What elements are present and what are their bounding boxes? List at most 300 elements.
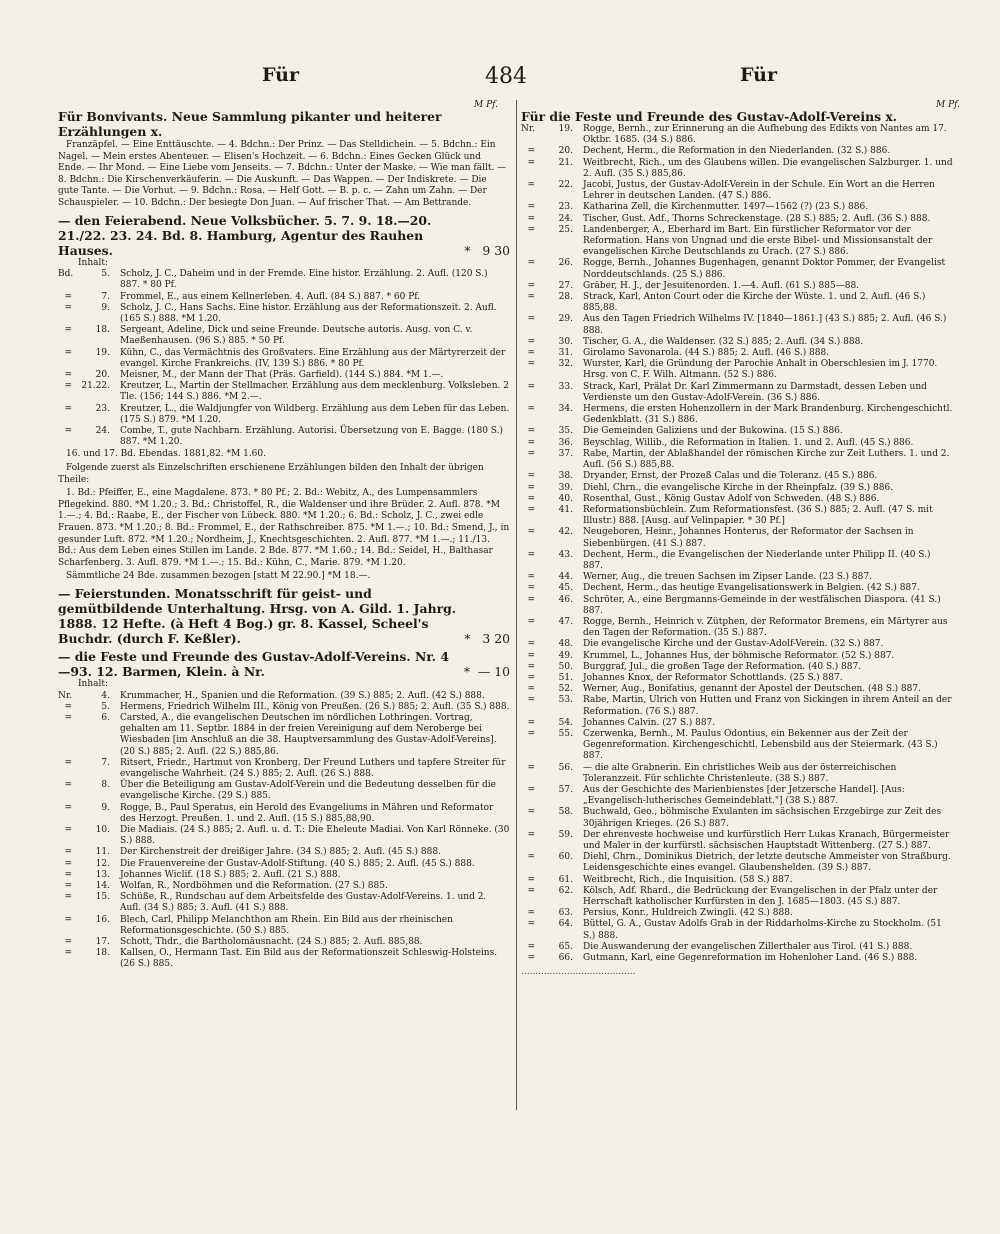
item-number: 20. [95, 369, 110, 380]
list-item [58, 269, 510, 291]
list-item [58, 847, 510, 858]
running-head-right: Für [740, 64, 777, 86]
item-number: 18. [95, 948, 110, 959]
list-item [521, 718, 953, 729]
contents-label: Inhalt: [78, 257, 109, 268]
item-text: Rogge, Bernh., zur Erinnerung an die Aufhebung des Edikts von Nantes am 17. Oktbr. 1685. (34 S.) 886. [583, 124, 947, 146]
item-number: 50. [558, 661, 573, 672]
item-text: Neugeboren, Heinr., Johannes Honterus, der Reformator der Sachsen in Siebenbürgen. (41 S.) 887. [583, 527, 914, 549]
item-number: 33. [558, 381, 573, 392]
list-item [521, 180, 953, 202]
item-number: 39. [558, 482, 573, 493]
list-item [58, 370, 510, 381]
list-item [521, 337, 953, 348]
item-text: Persius, Konr., Huldreich Zwingli. (42 S.) 888. [583, 908, 793, 919]
item-number: 60. [558, 852, 573, 863]
entry-heading [58, 586, 510, 646]
item-number: 58. [558, 807, 573, 818]
list-item [58, 348, 510, 370]
list-item [521, 953, 953, 964]
item-text: Aus der Geschichte des Marienbienstes [der Jetzersche Handel]. [Aus: „Evangelisch-lutherisches Gemeindeblatt."] (38 S.) 887. [583, 784, 905, 807]
item-number: 9. [101, 302, 110, 313]
list-item [58, 691, 510, 702]
item-number: 18. [95, 325, 110, 336]
item-text: Scholz, J. C., Daheim und in der Fremde. Eine histor. Erzählung. 2. Aufl. (120 S.) 887. * 80 Pf. [120, 269, 488, 291]
item-mark: = [64, 426, 72, 436]
list-item [521, 942, 953, 953]
item-number: 48. [558, 639, 573, 650]
item-text: Wolfan, R., Nordböhmen und die Reformation. (27 S.) 885. [120, 880, 388, 891]
item-mark: = [527, 616, 535, 627]
item-mark: = [64, 712, 72, 723]
list-item [58, 404, 510, 426]
item-mark: = [527, 224, 535, 235]
entry-note: Sämmtliche 24 Bde. zusammen bezogen [statt M 22.90.] *M 18.—. [66, 571, 371, 582]
item-mark: = [527, 762, 535, 773]
item-mark: Nr. [58, 690, 73, 701]
item-mark: = [527, 146, 535, 157]
item-text: Rosenthal, Gust., König Gustav Adolf von Schweden. (48 S.) 886. [583, 493, 880, 504]
item-text: Buchwald, Geo., böhmische Exulanten im sächsischen Erzgebirge zur Zeit des 30jährigen Krieges. (26 S.) 887. [583, 807, 942, 829]
item-text: Kreutzer, L., Martin der Stellmacher. Erzählung aus dem mecklenburg. Volksleben. 2 Tle. (156; 144 S.) 886. *M 2.—. [120, 381, 509, 403]
item-text: Gutmann, Karl, eine Gegenreformation im Hohenloher Land. (46 S.) 888. [583, 953, 918, 964]
list-item [521, 483, 953, 494]
item-number: 5. [101, 269, 110, 280]
item-number: 40. [558, 493, 573, 504]
item-text: Die Madiais. (24 S.) 885; 2. Aufl. u. d. T.: Die Eheleute Madiai. Von Karl Rönneke. (30 S.) 888. [120, 824, 510, 847]
list-item [521, 404, 953, 426]
item-number: 8. [101, 780, 110, 791]
item-mark: = [64, 757, 72, 768]
list-item [521, 124, 953, 146]
item-mark: = [527, 953, 535, 964]
page-number: 484 [485, 64, 527, 89]
item-number: 31. [558, 348, 573, 359]
item-mark: = [527, 404, 535, 415]
item-number: 10. [95, 824, 110, 835]
list-item [521, 214, 953, 225]
list-item [58, 803, 510, 825]
item-mark: = [527, 717, 535, 728]
item-text: Aus den Tagen Friedrich Wilhelms IV. [1840—1861.] (43 S.) 885; 2. Aufl. (46 S.) 888. [583, 314, 947, 336]
item-number: 6. [101, 712, 110, 723]
item-text: Combe, T., gute Nachbarn. Erzählung. Autorisi. Übersetzung von E. Bagge. (180 S.) 887. *M 1.20. [120, 426, 504, 448]
item-mark: = [527, 807, 535, 818]
list-item [521, 807, 953, 829]
list-item [58, 948, 510, 970]
item-text: Dechent, Herm., das heutige Evangelisationswerk in Belgien. (42 S.) 887. [583, 583, 920, 594]
list-item [521, 852, 953, 874]
item-text: Johannes Wiclif. (18 S.) 885; 2. Aufl. (21 S.) 888. [120, 869, 341, 880]
list-item [521, 617, 953, 639]
list-item [58, 303, 510, 325]
item-mark: = [527, 493, 535, 504]
currency-header-left: M Pf. [474, 100, 499, 110]
item-text: Die evangelische Kirche und der Gustav-Adolf-Verein. (32 S.) 887. [583, 639, 884, 650]
list-item [521, 662, 953, 673]
item-mark: = [527, 157, 535, 168]
item-mark: = [527, 919, 535, 930]
entry-contents-note: Franzäpfel. — Eine Enttäuschte. — 4. Bdchn.: Der Prinz. — Das Stelldichein. — 5. Bdchn.: Ein Nagel. — Mein erstes Abenteuer. — Elisen's Hochzeit. — 6. Bdchn.: Eines Gecken Glück und Ende. — Ihr Mond. — Eine Liebe vom Jenseits. — 7. Bdchn.: Unter der Maske. — Wie man fällt. — 8. Bdchn.: Die Kirschenverkäuferin. — Die Auskunft. — Das Wappen. — Der Indiskrete. — Die gute Tante. — Die Vorhut. — 9. Bdchn.: Rosa. — Helf Gott. — B. p. c. — Zahn um Zahn. — Der Schauspieler. — 10. Bdchn.: Der besiegte Don Juan. — Auf frischer That. — Am Bettrande. [58, 140, 507, 208]
item-text: Dechent, Herm., die Evangelischen der Niederlande unter Philipp II. (40 S.) 887. [583, 549, 931, 571]
item-text: Diehl, Chrn., die evangelische Kirche in der Rheinpfalz. (39 S.) 886. [583, 482, 894, 493]
list-item [521, 281, 953, 292]
item-text: — die alte Grabnerin. Ein christliches Weib aus der österreichischen Toleranzzeit. Für schlichte Christenleute. (38 S.) 887. [583, 762, 897, 784]
item-text: Hermens, die ersten Hohenzollern in der Mark Brandenburg. Kirchengeschichtl. Gedenkblatt. (31 S.) 886. [583, 404, 953, 426]
entry-price: * 9 30 [464, 242, 510, 258]
item-text: Schüße, R., Rundschau auf dem Arbeitsfelde des Gustav-Adolf-Vereins. 1. und 2. Aufl. (34 S.) 885; 3. Aufl. (41 S.) 888. [120, 892, 487, 914]
item-number: 30. [558, 336, 573, 347]
entry-title: — die Feste und Freunde des Gustav-Adolf-Vereins. Nr. 4—93. 12. Barmen, Klein. à Nr. [58, 648, 449, 679]
item-number: 57. [558, 784, 573, 795]
item-number: 22. [558, 180, 573, 191]
item-number: 49. [558, 650, 573, 661]
item-mark: = [527, 381, 535, 392]
list-item [521, 471, 953, 482]
item-number: 16. [95, 914, 110, 925]
list-item [58, 937, 510, 948]
item-text: Meisner, M., der Mann der That (Präs. Garfield). (144 S.) 884. *M 1.—. [120, 369, 444, 380]
item-text: Krummel, L., Johannes Hus, der böhmische Reformator. (52 S.) 887. [583, 650, 895, 661]
list-item [521, 673, 953, 684]
item-number: 21.22. [81, 381, 110, 392]
item-number: 23. [95, 403, 110, 414]
item-number: 34. [558, 404, 573, 415]
item-mark: = [64, 780, 72, 791]
item-number: 46. [558, 594, 573, 605]
item-mark: = [527, 258, 535, 269]
entry-heading [58, 213, 510, 258]
item-mark: = [64, 302, 72, 313]
item-mark: = [64, 802, 72, 813]
item-mark: = [64, 824, 72, 835]
list-item [521, 695, 953, 717]
item-mark: = [527, 594, 535, 605]
entry-note: 16. und 17. Bd. Ebendas. 1881,82. *M 1.60. [66, 449, 266, 460]
list-item [58, 292, 510, 303]
item-number: 14. [95, 880, 110, 891]
entry-title: — den Feierabend. Neue Volksbücher. 5. 7. 9. 18.—20. 21./22. 23. 24. Bd. 8. Hamburg, Agentur des Rauhen Hauses. [58, 212, 432, 258]
item-mark: = [527, 426, 535, 437]
item-number: 32. [558, 359, 573, 370]
item-text: Beyschlag, Willib., die Reformation in Italien. 1. und 2. Aufl. (45 S.) 886. [583, 437, 914, 448]
item-text: Scholz, J. C., Hans Sachs. Eine histor. Erzählung aus der Reformationszeit. 2. Aufl. (165 S.) 888. *M 1.20. [120, 302, 497, 324]
list-item [58, 325, 510, 347]
item-mark: = [64, 869, 72, 880]
list-item [521, 449, 953, 471]
item-number: 41. [558, 504, 573, 515]
left-column [58, 106, 510, 971]
list-item [58, 881, 510, 892]
item-text: Über die Beteiligung am Gustav-Adolf-Verein und die Bedeutung desselben für die evangelische Kirche. (29 S.) 885. [120, 780, 496, 802]
item-number: 29. [558, 314, 573, 325]
item-mark: Nr. [521, 124, 536, 134]
item-text: Wurster, Karl, die Gründung der Parochie Anhalt in Oberschlesien im J. 1770. Hrsg. von C. F. Wilh. Altmann. (52 S.) 886. [583, 359, 938, 381]
list-item [521, 158, 953, 180]
currency-header-right: M Pf. [936, 100, 961, 110]
item-text: Katharina Zell, die Kirchenmutter. 1497—1562 (?) (23 S.) 886. [583, 202, 869, 213]
item-text: Die Auswanderung der evangelischen Zillerthaler aus Tirol. (41 S.) 888. [583, 941, 913, 952]
list-item [521, 875, 953, 886]
item-text: Hermens, Friedrich Wilhelm III., König von Preußen. (26 S.) 885; 2. Aufl. (35 S.) 888. [120, 701, 510, 712]
item-number: 27. [558, 280, 573, 291]
item-mark: = [527, 650, 535, 661]
list-item [521, 583, 953, 594]
list-item [58, 702, 510, 713]
item-text: Büttel, G. A., Gustav Adolfs Grab in der Riddarholms-Kirche zu Stockholm. (51 S.) 888. [583, 919, 942, 941]
item-text: Girolamo Savonarola. (44 S.) 885; 2. Aufl. (46 S.) 888. [583, 348, 830, 359]
item-number: 54. [558, 717, 573, 728]
item-mark: = [527, 314, 535, 325]
item-mark: = [527, 784, 535, 795]
entry-note: 1. Bd.: Pfeiffer, E., eine Magdalene. 873. * 80 Pf.; 2. Bd.: Webitz, A., des Lumpensammlers Pflegekind. 880. *M 1.20.; 3. Bd.: Christoffel, R., die Waldenser und ihre Brüder. 2. Aufl. 878. *M 1.—.; 4. Bd.: Raabe, E., der Fischer von Lübeck. 880. *M 1.20.; 6. Bd.: Scholz, J. C., zwei edle Frauen. 873. *M 1.20.; 8. Bd.: Frommel, E., der Rathschreiber. 875. *M 1.—.; 10. Bd.: Smend, J., in gesunder Luft. 872. *M 1.20.; Nordheim, J., Knechtsgeschichten. 2. Aufl. 877. *M 1.—.; 11./13. Bd.: Aus dem Leben eines Stillen im Lande. 2 Bde. 877. *M 1.60.; 14. Bd.: Seidel, H., Balthasar Scharfenberg. 3. Aufl. 879. *M 1.—.; 15. Bd.: Kühn, C., Marie. 879. *M 1.20. [58, 488, 510, 568]
list-item [521, 438, 953, 449]
item-number: 52. [558, 684, 573, 695]
entry-note: Folgende zuerst als Einzelschriften erschienene Erzählungen bilden den Inhalt der übrigen Theile: [58, 463, 484, 485]
list-item [58, 381, 510, 403]
entry-heading: Für die Feste und Freunde des Gustav-Adolf-Vereins x. [521, 109, 898, 124]
item-number: 25. [558, 224, 573, 235]
item-text: Burggraf, Jul., die großen Tage der Reformation. (40 S.) 887. [583, 661, 862, 672]
list-item [521, 550, 953, 572]
list-item [521, 202, 953, 213]
list-item [521, 426, 953, 437]
item-mark: = [527, 549, 535, 560]
list-item [58, 892, 510, 914]
item-number: 37. [558, 448, 573, 459]
item-mark: = [64, 892, 72, 903]
item-number: 21. [558, 157, 573, 168]
list-item [58, 780, 510, 802]
item-text: Dryander, Ernst, der Prozeß Calas und die Toleranz. (45 S.) 886. [583, 471, 878, 482]
item-mark: = [64, 858, 72, 869]
item-mark: = [64, 369, 72, 380]
entry-heading: Für Bonvivants. Neue Sammlung pikanter und heiterer Erzählungen x. [58, 109, 442, 139]
item-text: Landenberger, A., Eberhard im Bart. Ein fürstlicher Reformator vor der Reformation. Hans von Ungnad und die erste Bibel- und Missionsanstalt der evangelischen Kirche Deutschlands zu Urach. (27 S.) 886. [583, 224, 933, 258]
item-number: 55. [558, 728, 573, 739]
item-text: Jacobi, Justus, der Gustav-Adolf-Verein in der Schule. Ein Wort an die Herren Lehrer in deutschen Landen. (47 S.) 886. [583, 180, 935, 202]
list-item [521, 348, 953, 359]
item-number: 66. [558, 953, 573, 964]
running-head-left: Für [262, 64, 299, 86]
item-number: 24. [558, 213, 573, 224]
item-text: Schott, Thdr., die Bartholomäusnacht. (24 S.) 885; 2. Aufl. 885,88. [120, 937, 423, 947]
item-number: 12. [95, 858, 110, 869]
item-text: Kallsen, O., Hermann Tast. Ein Bild aus der Reformationszeit Schleswig-Holsteins. (26 S.) 885. [120, 948, 498, 970]
item-number: 51. [558, 672, 573, 683]
item-text: Tischer, Gust. Adf., Thorns Schreckenstage. (28 S.) 885; 2. Aufl. (36 S.) 888. [583, 213, 931, 224]
item-number: 56. [558, 762, 573, 773]
list-item [521, 919, 953, 941]
item-mark: = [64, 847, 72, 858]
item-text: Ritsert, Friedr., Hartmut von Kronberg. Der Freund Luthers und tapfere Streiter für evangelische Wahrheit. (24 S.) 885; 2. Aufl. (26 S.) 888. [120, 757, 506, 779]
item-number: 4. [101, 690, 110, 701]
item-text: Reformationsbüchlein. Zum Reformationsfest. (36 S.) 885; 2. Aufl. (47 S. mit Illustr.) 888. [Ausg. auf Velinpapier. * 30 Pf.] [583, 504, 933, 527]
item-mark: = [527, 672, 535, 683]
item-text: Johannes Knox, der Reformator Schottlands. (25 S.) 887. [583, 672, 843, 683]
item-mark: = [527, 852, 535, 863]
item-mark: = [64, 291, 72, 302]
item-mark: = [64, 880, 72, 891]
item-mark: = [527, 885, 535, 896]
item-number: 53. [558, 695, 573, 706]
list-item [521, 785, 953, 807]
item-text: Strack, Karl, Anton Court oder die Kirche der Wüste. 1. und 2. Aufl. (46 S.) 885,88. [583, 292, 926, 314]
item-number: 62. [558, 885, 573, 896]
item-mark: = [527, 695, 535, 706]
entry-title: — Feierstunden. Monatsschrift für geist- und gemütbildende Unterhaltung. Hrsg. von A. Gild. 1. Jahrg. 1888. 12 Hefte. (à Heft 4 Bog.) gr. 8. Kassel, Scheel's Buchdr. (durch F. Keßler). [58, 585, 457, 646]
item-mark: = [527, 202, 535, 213]
list-item [58, 825, 510, 847]
item-text: Carsted, A., die evangelischen Deutschen im nördlichen Lothringen. Vortrag, gehalten am 11. Septbr. 1884 in der freien Vereinigung auf dem Neroberge bei Wiesbaden [im Anschluß an die 38. Hauptversammlung des Gustav-Adolf-Vereins]. (20 S.) 885; 2. Aufl. (22 S.) 885,86. [120, 712, 497, 757]
item-mark: = [64, 325, 72, 336]
item-mark: = [527, 527, 535, 538]
item-number: 42. [558, 527, 573, 538]
item-number: 63. [558, 908, 573, 919]
item-number: 17. [95, 937, 110, 947]
item-number: 61. [558, 874, 573, 885]
list-item [521, 527, 953, 549]
item-number: 19. [95, 347, 110, 358]
item-text: Johannes Calvin. (27 S.) 887. [583, 717, 716, 728]
item-number: 9. [101, 802, 110, 813]
item-mark: = [527, 941, 535, 952]
list-item [521, 382, 953, 404]
list-item [521, 505, 953, 527]
list-item [521, 494, 953, 505]
item-mark: = [527, 482, 535, 493]
item-number: 26. [558, 258, 573, 269]
item-text: Die Gemeinden Galiziens und der Bukowina. (15 S.) 886. [583, 426, 843, 437]
item-text: Blech, Carl, Philipp Melanchthon am Rhein. Ein Bild aus der rheinischen Reformationsgeschichte. (50 S.) 885. [120, 914, 453, 936]
item-number: 7. [101, 291, 110, 302]
item-mark: = [527, 180, 535, 191]
item-mark: = [527, 684, 535, 695]
item-mark: = [527, 292, 535, 303]
item-number: 65. [558, 941, 573, 952]
item-text: Gräber, H. J., der Jesuitenorden. 1.—4. Aufl. (61 S.) 885—88. [583, 280, 860, 291]
item-number: 43. [558, 549, 573, 560]
item-mark: = [527, 908, 535, 919]
item-mark: = [527, 280, 535, 291]
entry-heading [58, 649, 510, 679]
item-mark: = [527, 728, 535, 739]
item-text: Kühn, C., das Vermächtnis des Großvaters. Eine Erzählung aus der Märtyrerzeit der evangel. Kirche Frankreichs. (IV, 139 S.) 886. * 80 Pf. [120, 347, 506, 369]
item-text: Tischer, G. A., die Waldenser. (32 S.) 885; 2. Aufl. (34 S.) 888. [583, 336, 864, 347]
item-mark: = [527, 348, 535, 359]
item-number: 38. [558, 471, 573, 482]
list-item [521, 359, 953, 381]
list-item [521, 886, 953, 908]
item-mark: = [64, 381, 72, 392]
list-item [521, 314, 953, 336]
item-mark: = [64, 403, 72, 414]
list-item [58, 870, 510, 881]
item-mark: = [64, 701, 72, 712]
item-text: Dechent, Herm., die Reformation in den Niederlanden. (32 S.) 886. [583, 146, 891, 157]
list-item [521, 292, 953, 314]
entry-price: * — 10 [463, 663, 510, 679]
item-text: Kreutzer, L., die Waldjungfer von Wildberg. Erzählung aus dem Leben für das Leben. (175 S.) 879. *M 1.20. [120, 403, 510, 425]
item-mark: Bd. [58, 269, 74, 280]
item-mark: = [64, 948, 72, 959]
column-end-dots: ........................................ [521, 967, 636, 978]
entry-price: * 3 20 [464, 630, 510, 646]
list-item [58, 426, 510, 448]
item-mark: = [64, 347, 72, 358]
item-mark: = [527, 213, 535, 224]
item-mark: = [527, 471, 535, 482]
item-mark: = [64, 937, 72, 947]
list-item [521, 763, 953, 785]
list-item [521, 595, 953, 617]
item-mark: = [527, 359, 535, 370]
list-item [521, 908, 953, 919]
item-mark: = [527, 504, 535, 515]
list-item [58, 915, 510, 937]
item-text: Weitbrecht, Rich., um des Glaubens willen. Die evangelischen Salzburger. 1. und 2. Aufl. (35 S.) 885,86. [583, 157, 953, 179]
list-item [58, 713, 510, 758]
item-number: 44. [558, 572, 573, 583]
item-text: Der Kirchenstreit der dreißiger Jahre. (34 S.) 885; 2. Aufl. (45 S.) 888. [120, 847, 441, 858]
issue-list [58, 691, 510, 971]
item-number: 19. [558, 124, 573, 134]
right-column [521, 106, 953, 977]
column-divider [516, 100, 517, 1110]
item-mark: = [527, 661, 535, 672]
item-mark: = [527, 437, 535, 448]
item-number: 15. [95, 892, 110, 903]
list-item [521, 639, 953, 650]
item-text: Strack, Karl, Prälat Dr. Karl Zimmermann zu Darmstadt, dessen Leben und Verdienste um den Gustav-Adolf-Verein. (36 S.) 886. [583, 381, 927, 403]
item-number: 36. [558, 437, 573, 448]
item-mark: = [527, 639, 535, 650]
list-item [521, 572, 953, 583]
list-item [521, 258, 953, 280]
item-mark: = [527, 448, 535, 459]
item-text: Der ehrenveste hochweise und kurfürstlich Herr Lukas Kranach, Bürgermeister und Maler in der kurfürstl. sächsischen Hauptstadt Wittenberg. (27 S.) 887. [583, 829, 950, 851]
item-text: Sergeant, Adeline, Dick und seine Freunde. Deutsche autoris. Ausg. von C. v. Maeßenhausen. (96 S.) 885. * 50 Pf. [120, 325, 473, 347]
list-item [58, 859, 510, 870]
item-text: Schröter, A., eine Bergmanns-Gemeinde in der westfälischen Diaspora. (41 S.) 887. [583, 594, 941, 616]
item-number: 5. [101, 701, 110, 712]
item-text: Werner, Aug., Bonifatius, genannt der Apostel der Deutschen. (48 S.) 887. [583, 684, 921, 695]
item-number: 64. [558, 919, 573, 930]
item-text: Krummacher, H., Spanien und die Reformation. (39 S.) 885; 2. Aufl. (42 S.) 888. [120, 690, 485, 701]
list-item [521, 830, 953, 852]
item-text: Weitbrecht, Rich., die Inquisition. (58 S.) 887. [583, 874, 793, 885]
item-number: 24. [95, 426, 110, 436]
item-number: 20. [558, 146, 573, 157]
item-text: Rogge, Bernh., Johannes Bugenhagen, genannt Doktor Pommer, der Evangelist Norddeutschlands. (25 S.) 886. [583, 258, 946, 280]
item-number: 13. [95, 869, 110, 880]
item-text: Rabe, Martin, der Ablaßhandel der römischen Kirche zur Zeit Luthers. 1. und 2. Aufl. (56 S.) 885,88. [583, 448, 950, 471]
list-item [521, 651, 953, 662]
issue-list [521, 124, 953, 964]
item-mark: = [527, 336, 535, 347]
item-text: Kölsch, Adf. Rhard., die Bedrückung der Evangelischen in der Pfalz unter der Herrschaft katholischer Kurfürsten in den J. 1685—1803. (45 S.) 887. [583, 885, 938, 908]
item-number: 11. [95, 847, 110, 858]
item-mark: = [64, 914, 72, 925]
item-text: Rabe, Martin, Ulrich von Hutten und Franz von Sickingen in ihrem Anteil an der Reformation. (76 S.) 887. [583, 695, 952, 717]
list-item [58, 758, 510, 780]
item-text: Werner, Aug., die treuen Sachsen im Zipser Lande. (23 S.) 887. [583, 572, 872, 583]
item-text: Rogge, B., Paul Speratus, ein Herold des Evangeliums in Mähren und Reformator des Herzogt. Preußen. 1. und 2. Aufl. (15 S.) 885,88,90. [120, 802, 494, 824]
item-text: Diehl, Chrn., Dominikus Dietrich, der letzte deutsche Ammeister von Straßburg. Leidensgeschichte eines evangel. Glaubenshelden. (39 S.) 887. [583, 852, 951, 874]
item-number: 28. [558, 292, 573, 303]
item-number: 35. [558, 426, 573, 437]
item-number: 23. [558, 202, 573, 213]
